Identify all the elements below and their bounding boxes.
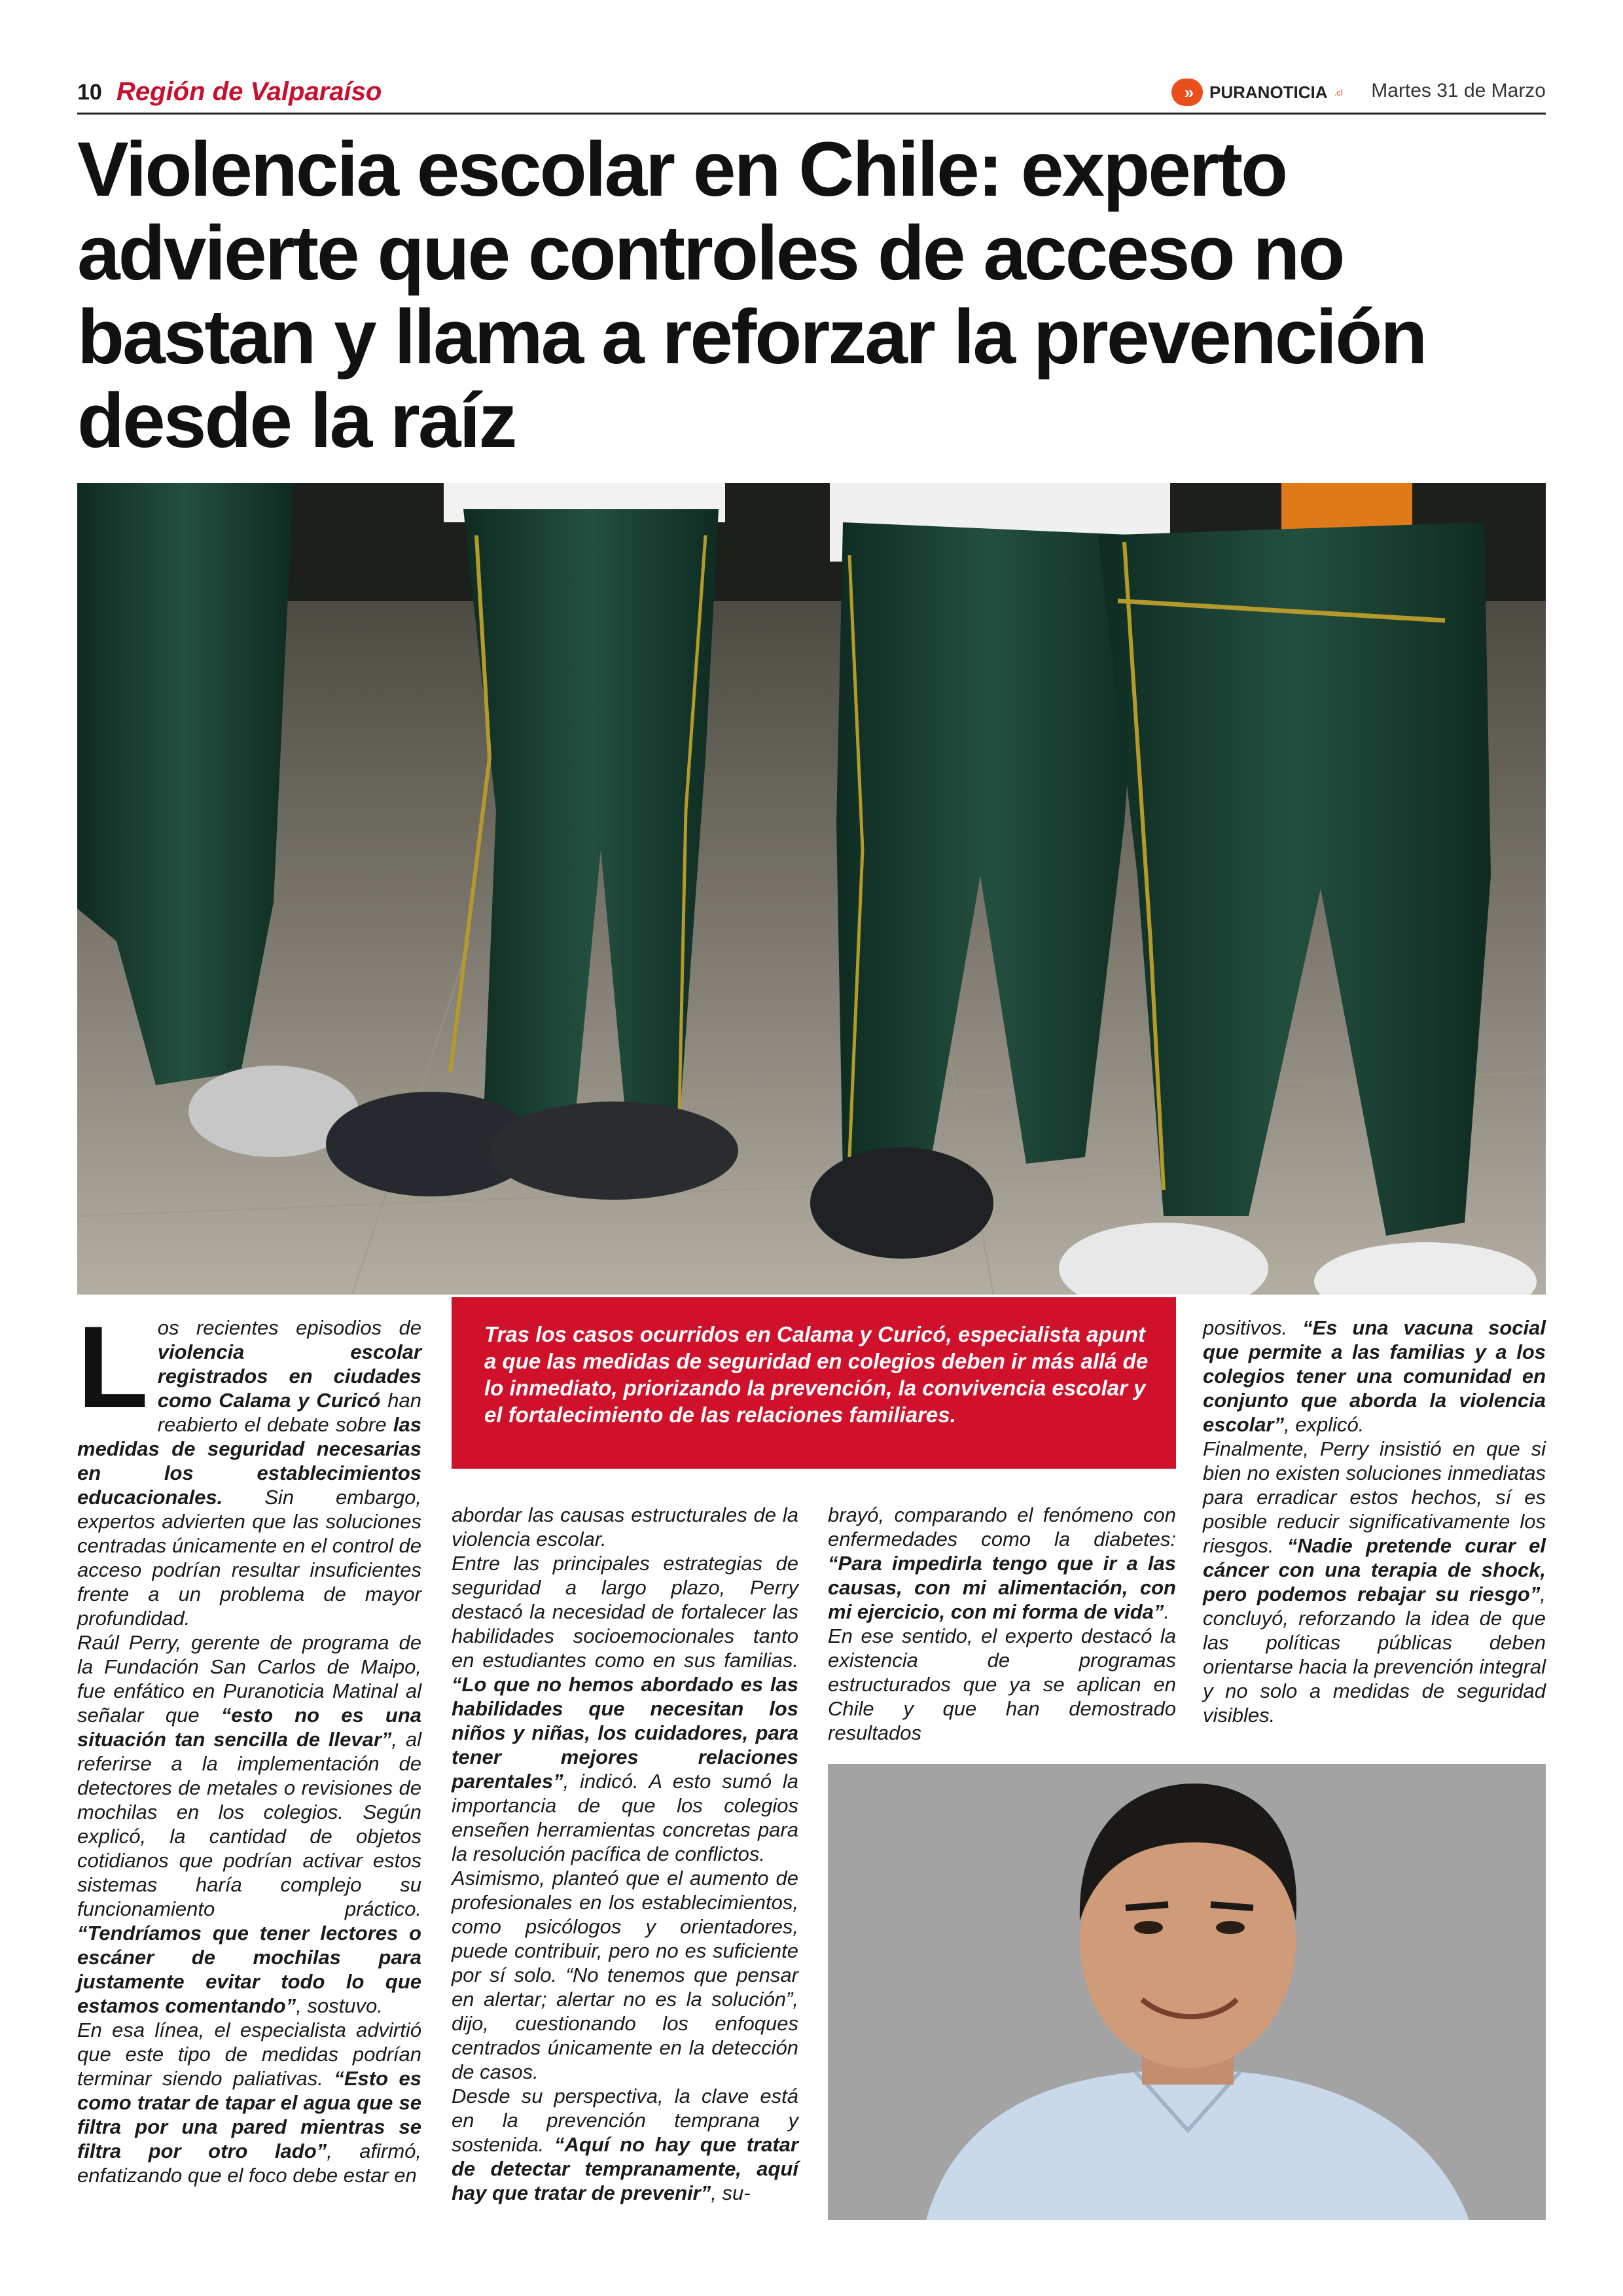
- text-run: os recientes episodios de: [157, 1316, 421, 1339]
- text-run: Entre las principales estrategias de seguridad a largo plazo, Perry destacó la necesidad de fortalecer las habilidades socioemocionales tanto en estudiantes como en sus familias.: [452, 1552, 798, 1672]
- quote-run: “Nadie pretende curar el cáncer con una terapia de shock, pero podemos rebajar su riesgo”: [1203, 1534, 1546, 1605]
- quote-run: “esto no es una situación tan sencilla de llevar”: [77, 1704, 422, 1751]
- text-run: , afirmó, enfatizando que el foco debe estar en: [77, 2140, 422, 2187]
- text-run: Finalmente, Perry insistió en que si bien no existen soluciones inmediatas para erradicar estos hechos, sí es posible reducir significativamente los riesgos.: [1203, 1437, 1546, 1557]
- article-paragraph: [77, 1302, 421, 1630]
- text-run: , explicó.: [1284, 1413, 1364, 1436]
- quote-run: “Tendríamos que tener lectores o escáner de mochilas para justamente evitar todo lo que estamos comentando”: [77, 1922, 421, 2017]
- article-paragraph: [1203, 1437, 1546, 1727]
- header-divider: [77, 113, 1546, 115]
- text-run: .: [1164, 1600, 1170, 1623]
- students-legs-illustration: [77, 483, 1546, 1295]
- quote-run: “Esto es como tratar de tapar el agua que se filtra por una pared mientras se filtra por otro lado”: [77, 2067, 421, 2162]
- highlight-text: Tras los casos ocurridos en Calama y Curicó, especialista apunt a que las medidas de seguridad en colegios deben ir más allá de lo inmediato, priorizando la prevención, la convivencia escolar y el fortalecimiento de las relaciones familiares.: [484, 1322, 1149, 1427]
- article-paragraph: [452, 1551, 798, 1866]
- issue-date: Martes 31 de Marzo: [1371, 80, 1546, 101]
- article-column-3: [828, 1503, 1176, 1745]
- logo-suffix: .cl: [1334, 87, 1343, 98]
- article-paragraph: abordar las causas estructurales de la violencia escolar.: [452, 1503, 798, 1551]
- bold-run: violencia escolar registrados en ciudades como Calama y Curicó: [157, 1340, 421, 1412]
- drop-cap: L: [77, 1302, 149, 1432]
- article-paragraph: Asimismo, planteó que el aumento de profesionales en los establecimientos, como psicólogos y orientadores, puede contribuir, pero no es suficiente por sí solo. “No tenemos que pensar en alertar; alertar no es la solución”, dijo, cuestionando los enfoques centrados únicamente en la detección de casos.: [452, 1867, 798, 2083]
- text-run: , concluyó, reforzando la idea de que las políticas públicas deben orientarse hacia la prevención integral y no solo a medidas de seguridad visibles.: [1203, 1583, 1546, 1727]
- students-uniform-photo: [77, 483, 1546, 1295]
- bold-run: las medidas de seguridad necesarias en los establecimientos educacionales.: [77, 1413, 421, 1509]
- text-run: Sin embargo, expertos advierten que las soluciones centradas únicamente en el control de acceso podrían resultar insuficientes frente a un problema de mayor profundidad.: [77, 1486, 421, 1630]
- article-paragraph: En ese sentido, el experto destacó la existencia de programas estructurados que ya se aplican en Chile y que han demostrado resultados: [828, 1624, 1176, 1744]
- highlight-box: [452, 1297, 1176, 1469]
- text-run: Raúl Perry, gerente de programa de la Fundación San Carlos de Maipo, fue enfático en Puranoticia Matinal al señalar que: [77, 1631, 421, 1727]
- quote-run: “Lo que no hemos abordado es las habilidades que necesitan los niños y niñas, los cuidadores, para tener mejores relaciones parentales”: [452, 1673, 798, 1793]
- text-run: Desde su perspectiva, la clave está en la prevención temprana y sostenida.: [452, 2085, 798, 2156]
- article-paragraph: [77, 2018, 421, 2187]
- quote-run: “Para impedirla tengo que ir a las causas, con mi alimentación, con mi ejercicio, con mi forma de vida”: [828, 1552, 1176, 1623]
- section-title: Región de Valparaíso: [116, 77, 382, 106]
- portrait-illustration: [828, 1764, 1546, 2220]
- puranoticia-logo: [1171, 77, 1343, 107]
- headline: Violencia escolar en Chile: experto advierte que controles de acceso no bastan y llama a reforzar la prevención desde la raíz: [77, 126, 1426, 464]
- article-column-2: [452, 1503, 798, 2205]
- article-paragraph: [452, 2084, 798, 2205]
- quote-run: “Aquí no hay que tratar de detectar tempranamente, aquí hay que tratar de prevenir”: [452, 2133, 798, 2204]
- text-run: , sostuvo.: [296, 1994, 383, 2017]
- expert-portrait-photo: [828, 1764, 1546, 2220]
- logo-chevron-icon: »: [1171, 79, 1203, 106]
- text-run: , su-: [711, 2181, 751, 2204]
- article-paragraph: [828, 1503, 1176, 1624]
- logo-wordmark: PURANOTICIA: [1209, 82, 1328, 102]
- text-run: En esa línea, el especialista advirtió que este tipo de medidas podrían terminar siendo paliativas.: [77, 2018, 421, 2090]
- quote-run: “Es una vacuna social que permite a las familias y a los colegios tener una comunidad en conjunto que aborda la violencia escolar”: [1203, 1316, 1546, 1436]
- page-number: 10: [77, 80, 102, 105]
- text-run: brayó, comparando el fenómeno con enfermedades como la diabetes:: [828, 1503, 1176, 1551]
- article-paragraph: [77, 1630, 421, 2018]
- text-run: , al referirse a la implementación de detectores de metales o revisiones de mochilas en los colegios. Según explicó, la cantidad de objetos cotidianos que podrían activar estos sistemas haría complejo su funcionamiento práctico.: [77, 1728, 421, 1920]
- text-run: han reabierto el debate sobre: [157, 1389, 421, 1436]
- article-column-1: [77, 1302, 422, 2187]
- text-run: , indicó. A esto sumó la importancia de que los colegios enseñen herramientas concretas para la resolución pacífica de conflictos.: [452, 1770, 798, 1865]
- article-column-4: [1203, 1316, 1546, 1727]
- article-paragraph: [1203, 1316, 1546, 1437]
- text-run: positivos.: [1203, 1316, 1303, 1339]
